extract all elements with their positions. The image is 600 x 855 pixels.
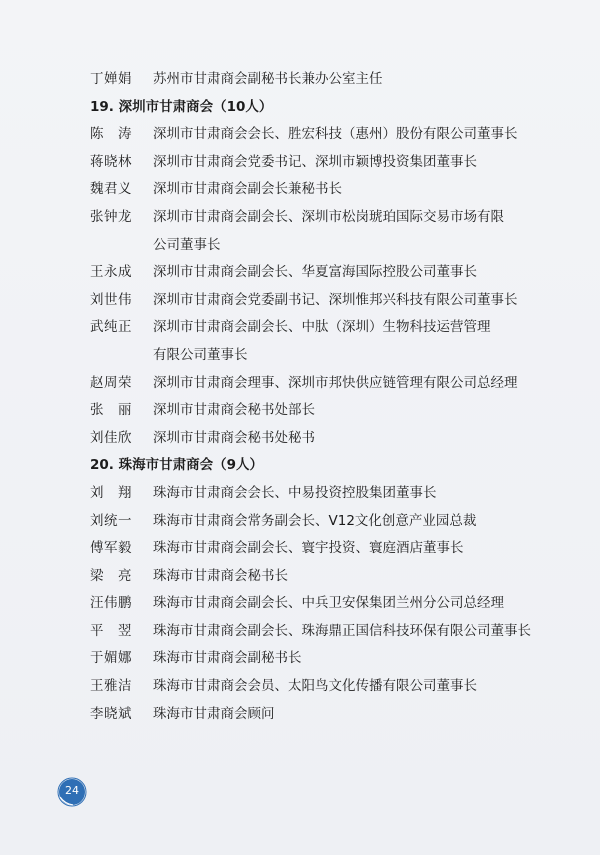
section-heading-zhuhai: 20. 珠海市甘肃商会（9人）: [90, 457, 264, 474]
member-title: 深圳市甘肃商会副会长、深圳市松岗琥珀国际交易市场有限 公司董事长: [153, 208, 504, 253]
list-item: [90, 535, 560, 563]
list-item: [90, 204, 560, 259]
member-title: 珠海市甘肃商会副会长、珠海鼎正国信科技环保有限公司董事长: [153, 622, 531, 639]
member-title: 珠海市甘肃商会秘书长: [153, 567, 288, 584]
member-title: 深圳市甘肃商会秘书处秘书: [153, 429, 315, 446]
member-name: 武纯正: [90, 319, 132, 336]
member-name: 蒋晓林: [90, 153, 132, 170]
member-title: 珠海市甘肃商会顾问: [153, 705, 275, 722]
list-item: [90, 508, 560, 536]
member-title: 深圳市甘肃商会党委书记、深圳市颖博投资集团董事长: [153, 153, 477, 170]
list-item: [90, 563, 560, 591]
member-name: 梁 亮: [90, 567, 132, 584]
member-name: 张钟龙: [90, 208, 132, 225]
member-name: 刘世伟: [90, 291, 132, 308]
list-item: [90, 673, 560, 701]
member-title: 苏州市甘肃商会副秘书长兼办公室主任: [153, 71, 383, 87]
member-name: 刘 翔: [90, 484, 132, 501]
member-title: 珠海市甘肃商会会员、太阳鸟文化传播有限公司董事长: [153, 678, 477, 695]
member-title: 珠海市甘肃商会常务副会长、V12文化创意产业园总裁: [153, 512, 477, 529]
list-item: [90, 121, 560, 149]
member-title: 深圳市甘肃商会副会长、中肽（深圳）生物科技运营管理 有限公司董事长: [153, 319, 491, 363]
member-title: 深圳市甘肃商会副会长兼秘书长: [153, 181, 342, 198]
member-name: 王永成: [90, 264, 132, 281]
member-title: 深圳市甘肃商会秘书处部长: [153, 402, 315, 419]
page-number-badge: [57, 777, 87, 807]
list-item: [90, 618, 560, 646]
list-item: [90, 176, 560, 204]
member-title: 珠海市甘肃商会副会长、中兵卫安保集团兰州分公司总经理: [153, 595, 504, 612]
member-name: 李晓斌: [90, 705, 132, 722]
member-list: [90, 66, 560, 728]
member-title: 深圳市甘肃商会理事、深圳市邦快供应链管理有限公司总经理: [153, 374, 518, 391]
member-title: 珠海市甘肃商会副会长、寰宇投资、寰庭酒店董事长: [153, 540, 464, 557]
list-item: [90, 701, 560, 729]
member-name: 陈 涛: [90, 126, 132, 143]
section-heading-shenzhen: 19. 深圳市甘肃商会（10人）: [90, 98, 273, 115]
list-item: [90, 287, 560, 315]
member-name: 王雅洁: [90, 678, 132, 695]
member-name: 丁婵娟: [90, 71, 132, 87]
member-name: 赵周荣: [90, 374, 132, 391]
member-name: 平 翌: [90, 622, 132, 639]
member-name: 傅军毅: [90, 540, 132, 557]
member-title: 珠海市甘肃商会会长、中易投资控股集团董事长: [153, 484, 437, 501]
member-name: 刘佳欣: [90, 429, 132, 446]
list-item: [90, 425, 560, 453]
member-name: 于媚娜: [90, 650, 132, 667]
member-name: 张 丽: [90, 402, 132, 419]
list-item: [90, 645, 560, 673]
member-name: 刘统一: [90, 512, 132, 529]
list-item: [90, 259, 560, 287]
member-name: 汪伟鹏: [90, 595, 132, 612]
member-title: 深圳市甘肃商会党委副书记、深圳惟邦兴科技有限公司董事长: [153, 291, 518, 308]
list-item: [90, 149, 560, 177]
list-item: [90, 314, 560, 369]
list-item: [90, 370, 560, 398]
member-title: 珠海市甘肃商会副秘书长: [153, 650, 302, 667]
member-name: 魏君义: [90, 181, 132, 198]
page-number: 24: [65, 784, 79, 797]
list-item: [90, 66, 560, 94]
list-item: [90, 480, 560, 508]
member-title: 深圳市甘肃商会副会长、华夏富海国际控股公司董事长: [153, 264, 477, 281]
list-item: [90, 397, 560, 425]
member-title: 深圳市甘肃商会会长、胜宏科技（惠州）股份有限公司董事长: [153, 126, 518, 143]
list-item: [90, 590, 560, 618]
